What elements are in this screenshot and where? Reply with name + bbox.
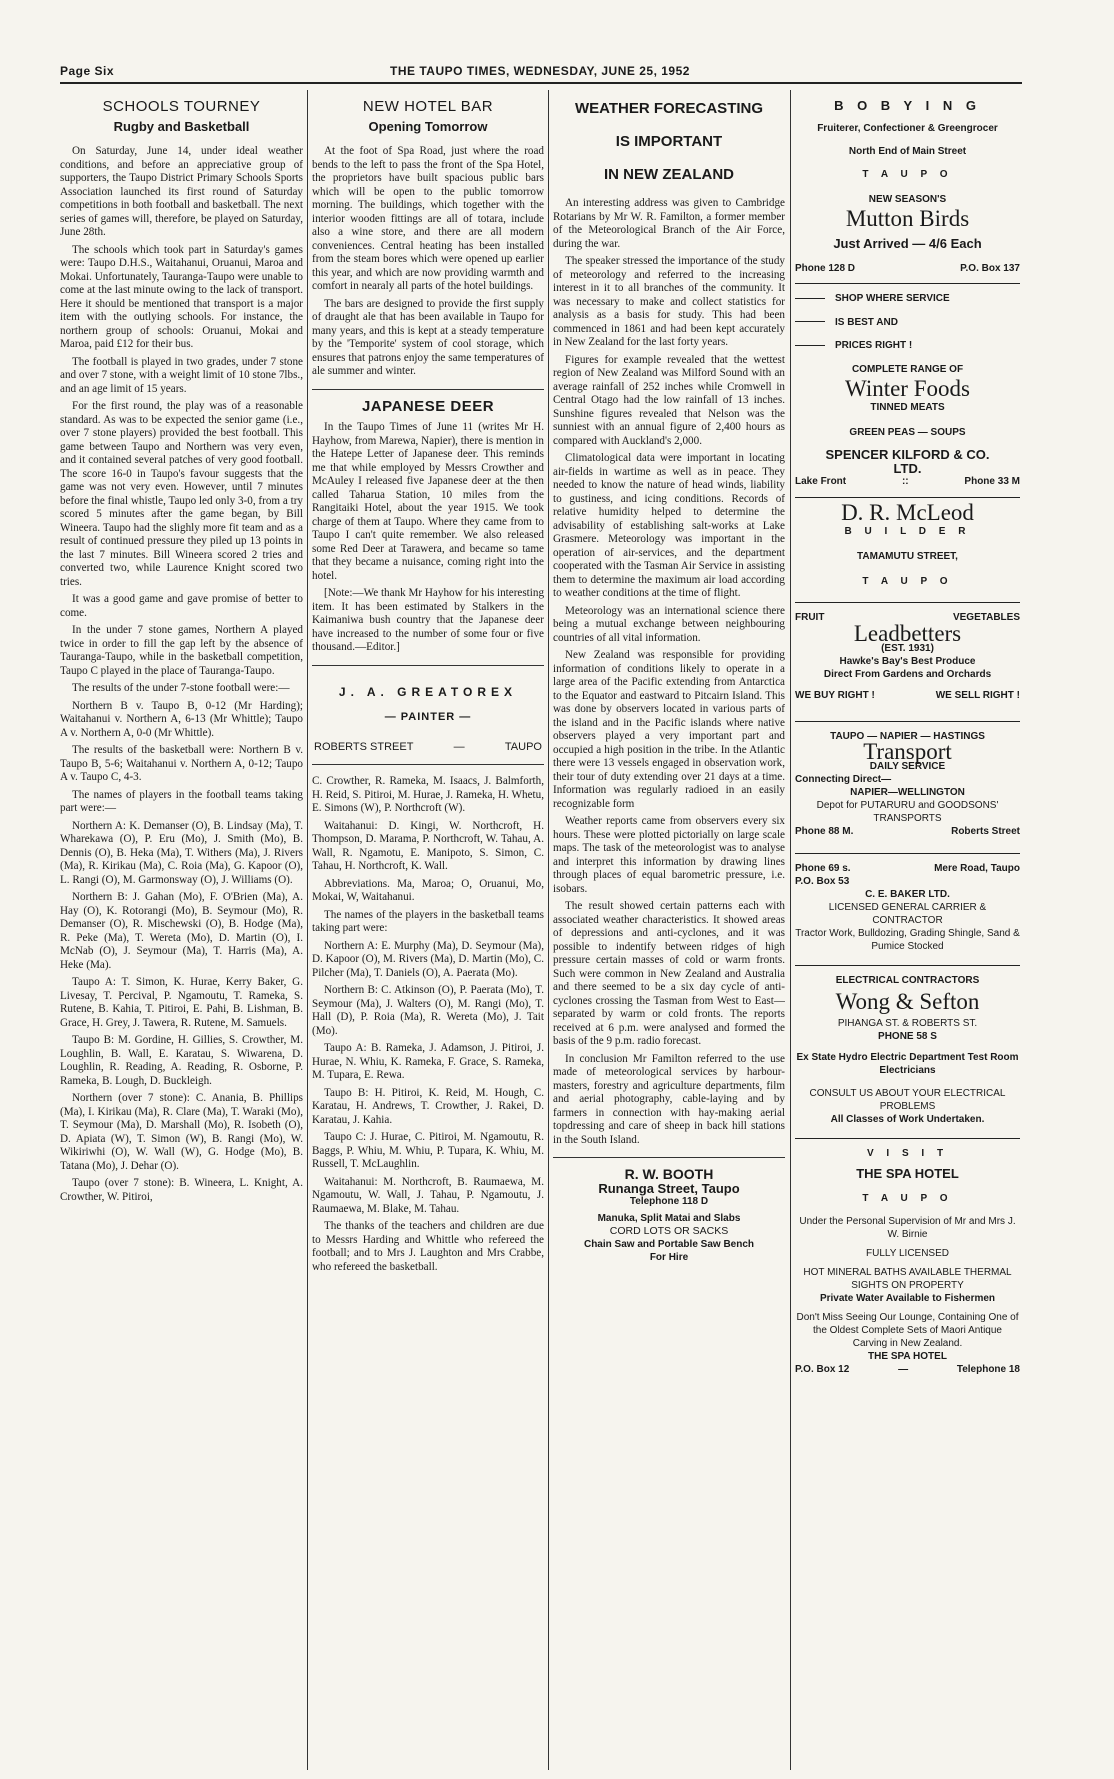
ad-line: IS BEST AND	[795, 316, 1020, 330]
headline	[553, 92, 785, 191]
subhead: Rugby and Basketball	[113, 118, 250, 134]
paragraph: Northern (over 7 stone): C. Anania, B. Phillips (Ma), I. Kirikau (Ma), R. Clare (Ma), T. Waraki (Mo), T. Seymour (Ma), D. Marshall (Mo), R. Isobeth (O), D. Apiata (W), T. Simon (W), B. Rangi (Mo), W. Wikiriwhi (O), W. Wall (W), G. Hodge (Mo), B. Tatana (Mo), J. Dehar (O).	[60, 1092, 303, 1172]
separator: —	[453, 740, 465, 753]
section-rule	[312, 389, 544, 390]
mcleod-ad	[795, 499, 1020, 604]
section-rule	[553, 1157, 785, 1158]
transport-ad	[795, 730, 1020, 854]
contact-row	[795, 262, 1020, 276]
paragraph: The bars are designed to provide the first supply of draught ale that has been available in Taupo for many years, and this is kept at a steady temperature by the 'Temporite' system of cool storage, which ensures that patrons enjoy the same temperatures of ale summer and winter.	[312, 297, 544, 377]
bob-ying-ad	[795, 98, 1020, 353]
ad-line: Under the Personal Supervision of Mr and Mrs J. W. Birnie	[799, 1215, 1016, 1240]
paragraph: The football is played in two grades, under 7 stone and over 7 stone, with a weight limit of 10 stone 7lbs., and an age limit of 15 years.	[60, 355, 303, 395]
ad-line: Don't Miss Seeing Our Lounge, Containing One of the Oldest Complete Sets of Maori Antique Carving in New Zealand.	[796, 1311, 1019, 1349]
advertiser-suffix: LTD.	[893, 461, 922, 476]
ad-line: WE SELL RIGHT !	[935, 690, 1020, 701]
paragraph: Taupo A: T. Simon, K. Hurae, Kerry Baker, G. Livesay, T. Percival, P. Ngamoutu, T. Rameka, S. Rutene, B. Kahia, T. Pitiroi, E. Pahi, B. Lishman, B. Grace, H. Grey, J. Tawera, R. Rutene, M. Samuels.	[60, 976, 303, 1029]
ad-rule	[795, 853, 1020, 854]
ad-rule	[795, 602, 1020, 603]
separator: ::	[901, 476, 909, 487]
ad-feature: Winter Foods	[845, 375, 970, 401]
ad-line: Depot for PUTARURU and GOODSONS' TRANSPORTS	[816, 800, 999, 824]
advertisements-column	[795, 92, 1020, 1772]
column-divider	[548, 90, 549, 1770]
ad-line: For Hire	[649, 1252, 689, 1263]
section-rule	[312, 665, 544, 666]
ad-line: (EST. 1931)	[881, 643, 934, 654]
column-divider	[790, 90, 791, 1770]
advertiser-name: THE SPA HOTEL	[868, 1350, 947, 1362]
contact-row	[795, 475, 1020, 489]
dash-rule	[795, 298, 825, 299]
separator: —	[898, 1363, 909, 1375]
paragraph: In the under 7 stone games, Northern A played twice in order to fill the gap left by the absence of Tauranga-Taupo, while in the basketball competition, Taupo C played in the place of Tauranga-Taupo.	[60, 624, 303, 677]
headline-line: IN NEW ZEALAND	[604, 166, 734, 183]
ad-line: Tractor Work, Bulldozing, Grading Shingle, Sand & Pumice Stocked	[795, 928, 1020, 952]
paragraph: Taupo (over 7 stone): B. Wineera, L. Knight, A. Crowther, W. Pitiroi,	[60, 1177, 303, 1203]
advertiser-name: SPENCER KILFORD & CO.	[825, 447, 990, 462]
ad-line: FRUIT	[795, 612, 825, 623]
phone: Phone 33 M	[964, 476, 1020, 487]
paragraph: New Zealand was responsible for providing information of conditions likely to operate in a large area of the Pacific extending from Antarctica to the Equator and eastward to Pitcairn Island. This was done by observers located in various parts of the island and in the Pacific islands where native observers played a very important part and occupied a high position in the tribe. In the Atlantic there were 13 vessels engaged in observation work, their tour of duty extending over 21 days at a time. Information was regularly radioed in an easily recognizable form	[553, 649, 785, 810]
po-box: P.O. Box 12	[795, 1363, 850, 1375]
paragraph: The names of players in the football teams taking part were:—	[60, 788, 303, 814]
ad-rule	[795, 497, 1020, 498]
advertiser-trade: — PAINTER —	[384, 711, 472, 723]
advertiser-name: Wong & Sefton	[835, 989, 980, 1014]
ad-line: WE BUY RIGHT !	[795, 690, 875, 701]
ad-line: Ex State Hydro Electric Department Test Room Electricians	[796, 1051, 1019, 1076]
paragraph: Northern B: J. Gahan (Mo), F. O'Brien (Ma), A. Hay (O), K. Rotorangi (Mo), B. Seymour (Mo), R. Demanser (O), R. Mischewski (O), B. Hodge (Ma), R. Peke (Ma), T. Wereta (Mo), D. Martin (O), I. McNab (O), J. Seymour (Ma), T. Harris (Ma), A. Heke (Ma).	[60, 891, 303, 971]
booth-ad	[553, 1168, 785, 1264]
masthead: THE TAUPO TIMES, WEDNESDAY, JUNE 25, 1952	[390, 64, 690, 78]
advertiser-trade: B U I L D E R	[844, 526, 971, 537]
dash-rule	[795, 345, 825, 346]
location: North End of Main Street	[848, 146, 967, 157]
ad-line: NAPIER—WELLINGTON	[850, 787, 965, 798]
paragraph: Northern B v. Taupo B, 0-12 (Mr Harding); Waitahanui v. Northern A, 6-13 (Mr Whittle); Taupo A v. Northern A, 0-0 (Mr Whittle).	[60, 699, 303, 739]
paragraph: In conclusion Mr Familton referred to the use made of meteorological services by harbour-masters, forestry and agriculture departments, film and aerial photography, cable-laying and by farmers in connection with hay-making aerial topdressing and care of sheep in back hill stations in the South Island.	[553, 1052, 785, 1146]
address: Mere Road, Taupo	[934, 862, 1020, 874]
paragraph: The result showed certain patterns each with associated weather characteristics. It showed areas of depressions and anti-cyclones, and it was possible to indentify between ridges of high pressure certain masses of cold or warm fronts. Such were common in New Zealand and Australia and there seemed to be a six day cycle of anti-cyclones crossing the Tasman from West to East—separated by warm or cold fronts. The reports received at 6 p.m. were analysed and formed the basis of the 9 p.m. radio forecast.	[553, 900, 785, 1047]
paragraph: For the first round, the play was of a reasonable standard. As was to be expected the senior game (i.e., over 7 stone players) provided the best football. This game between Taupo and Northern was very even, and it contained several patches of very good football. The score 16-0 in Taupo's favour suggests that the game was not very even. However, until 7 minutes before the final whistle, Taupo led only 3-0, from a try scored 5 minutes after the game began, by Bill Wineera. Taupo had the slighly more fit team and as a result of continued pressure they piled up 13 points in the last 7 minutes. Bill Wineera scored 2 tries and converted two, while Laurence Knight scored two tries.	[60, 400, 303, 588]
ad-line: Chain Saw and Portable Saw Bench	[583, 1239, 755, 1250]
paragraph: On Saturday, June 14, under ideal weather conditions, and before an appreciative group of supporters, the Taupo District Primary Schools Sports Association launched its first round of Saturday competitions in both football and basketball. The next series of games will, therefore, be played on Saturday, June 28th.	[60, 145, 303, 238]
paragraph: Climatological data were important in locating air-fields in wartime as well as in peace. They needed to know the nature of head winds, liability to gustiness, and icing conditions. Records of relative humidity helped to determine the advisability of establishing salt-works at Lake Grasmere. Meteorology was important in the operation of air-services, and the department cooperated with the Tasman Air Service in assisting them to determine the maximum air load according to weather conditions at the time of flight.	[553, 452, 785, 599]
street: ROBERTS STREET	[314, 740, 414, 753]
paragraph: Weather reports came from observers every six hours. These were plotted pictorially on large scale maps. The task of the meteorologist was to analyse and interpret this information by drawing lines through places of equal barometric pressure, i.e. isobars.	[553, 815, 785, 895]
section-rule	[312, 764, 544, 765]
ad-line: V I S I T	[866, 1147, 949, 1159]
ad-line: DAILY SERVICE	[869, 761, 946, 772]
paragraph: Taupo A: B. Rameka, J. Adamson, J. Pitiroi, J. Hurae, N. Whiu, K. Rameka, F. Grace, S. Rameka, M. Tupara, E. Rewa.	[312, 1042, 544, 1081]
advertiser-name: J. A. GREATOREX	[338, 684, 518, 699]
header-rule	[60, 82, 1022, 84]
headline-line: WEATHER FORECASTING	[574, 100, 764, 117]
paragraph: The results of the under 7-stone football were:—	[72, 682, 290, 694]
paragraph: At the foot of Spa Road, just where the road bends to the left to pass the front of the Spa Hotel, the proprietors have built spacious public bars which will be open to the public tomorrow morning. The buildings, which together with the interior wooden fittings are all of totara, include also a wine store, and there are all modern conveniences. Central heating has been installed from the steam bores which were opened up earlier this year, and which are now providing warmth and comfort in nearaly all parts of the hotel buildings.	[312, 145, 544, 292]
leadbetters-ad	[795, 611, 1020, 722]
town: T A U P O	[862, 169, 953, 180]
spencer-kilford-ad	[795, 363, 1020, 498]
ad-rule	[795, 283, 1020, 284]
paragraph: Waitahanui: D. Kingi, W. Northcroft, H. Thompson, D. Marama, P. Northcroft, W. Tahau, A. Wall, R. Ngamotu, E. Manipoto, S. Simon, C. Tahau, H. Northcroft, K. Wall.	[312, 819, 544, 872]
paragraph: The schools which took part in Saturday's games were: Taupo D.H.S., Waitahanui, Oruanui, Maroa and Mokai. Unfortunately, Tauranga-Taupo were unable to come at the last minute owing to the lack of transport. Here it should be mentioned that transport is a major item with the outlying schools. For instance, the northern group of schools: Oruanui, Mokai and Maroa, paid £12 for their bus.	[60, 243, 303, 350]
ad-line: VEGETABLES	[952, 612, 1020, 623]
paragraph: C. Crowther, R. Rameka, M. Isaacs, J. Balmforth, H. Reid, S. Pitiroi, M. Hurae, J. Rameka, H. Whetu, E. Simons (W), P. Northcroft (W).	[312, 775, 544, 814]
ad-rule	[795, 965, 1020, 966]
column-divider	[307, 90, 308, 1770]
ad-line: TAUPO — NAPIER — HASTINGS	[830, 730, 985, 742]
ad-line: Just Arrived — 4/6 Each	[833, 235, 982, 251]
paragraph: Meteorology was an international science there being a mutual exchange between neighbouring countries of all vital information.	[553, 604, 785, 644]
paragraph: Northern B: C. Atkinson (O), P. Paerata (Mo), T. Seymour (Ma), J. Walters (O), M. Rangi (Mo), T. Hall (D), P. Roia (Ma), R. Wereta (Mo), J. Tait (Mo).	[312, 984, 544, 1037]
schools-tourney-article	[60, 92, 303, 1772]
phone: Phone 88 M.	[795, 826, 854, 837]
ad-line: Private Water Available to Fishermen	[819, 1292, 996, 1304]
paragraph: An interesting address was given to Cambridge Rotarians by Mr W. R. Familton, a former member of the Meteorological Branch of the Air Force, during the war.	[553, 197, 785, 250]
advertiser-name: Leadbetters	[853, 620, 962, 646]
paragraph: Northern A: E. Murphy (Ma), D. Seymour (Ma), D. Kapoor (O), M. Rivers (Ma), D. Martin (Mo), C. Pilcher (Ma), T. Daniels (O), A. Paerata (Mo).	[312, 939, 544, 979]
advertiser-address	[312, 741, 544, 755]
headline-line: IS IMPORTANT	[615, 133, 723, 150]
ad-rule	[795, 1138, 1020, 1139]
po-box: P.O. Box 53	[795, 876, 850, 887]
ad-line: Connecting Direct—	[795, 774, 892, 785]
advertiser-phone: Telephone 118 D	[629, 1196, 709, 1207]
advertiser-name: C. E. BAKER LTD.	[865, 889, 950, 900]
paragraph: The speaker stressed the importance of the study of meteorology and referred to the increasing interest in it to all branches of the community. It was necessary to make and collect statistics for analysis as a basis for study. This had been commenced in 1861 and had been kept accurately in New Zealand for the last forty years.	[553, 255, 785, 348]
greatorex-ad	[312, 686, 544, 755]
phone: PHONE 58 S	[878, 1030, 937, 1042]
phone: Phone 128 D	[795, 262, 856, 274]
advertiser-name: THE SPA HOTEL	[856, 1165, 959, 1181]
headline: SCHOOLS TOURNEY	[102, 98, 261, 115]
paragraph: The results of the basketball were: Northern B v. Taupo B, 5-6; Waitahanui v. Northern A, 0-12; Taupo A v. Taupo C, 4-3.	[60, 744, 303, 783]
ad-feature: Mutton Birds	[845, 206, 970, 231]
ad-row	[795, 689, 1020, 703]
paragraph: Waitahanui: M. Northcroft, B. Raumaewa, M. Ngamoutu, W. Wall, J. Tahau, P. Ngamoutu, J. Raumaewa, M. Blake, M. Tahau.	[312, 1175, 544, 1215]
paragraph: Northern A: K. Demanser (O), B. Lindsay (Ma), T. Wharekawa (O), P. Eru (Mo), J. Smith (Mo), B. Dennis (O), B. Heka (Ma), T. Withers (Ma), J. Rivers (Ma), R. Kirikau (Ma), C. Roia (Ma), G. Kapoor (O), L. Rangi (O), M. Garmonsway (O), J. Williams (O).	[60, 819, 303, 886]
paragraph: Abbreviations. Ma, Maroa; O, Oruanui, Mo, Mokai, W, Waitahanui.	[312, 877, 544, 903]
subhead: Opening Tomorrow	[368, 118, 488, 134]
address: PIHANGA ST. & ROBERTS ST.	[837, 1017, 978, 1029]
paragraph: [Note:—We thank Mr Hayhow for his interesting item. It has been estimated by Stalkers in the Kaimaniwa bush country that the Japanese deer have increased to the number of some four or five thousand.—Editor.]	[312, 587, 544, 653]
advertiser-trade: Fruiterer, Confectioner & Greengrocer	[817, 123, 998, 134]
paragraph: Taupo C: J. Hurae, C. Pitiroi, M. Ngamoutu, R. Baggs, P. Whiu, M. Whiu, P. Tupara, K. Whiu, M. Russell, T. McLaughlin.	[312, 1131, 544, 1170]
dash-rule	[795, 321, 825, 322]
contact-row	[795, 1363, 1020, 1377]
advertiser-address: Runanga Street, Taupo	[598, 1180, 740, 1196]
address: Roberts Street	[951, 826, 1020, 837]
ad-line: All Classes of Work Undertaken.	[830, 1113, 985, 1125]
page-number: Page Six	[60, 64, 115, 78]
paragraph: The names of the players in the basketball teams taking part were:	[312, 908, 544, 934]
advertiser-name: D. R. McLeod	[841, 499, 974, 525]
page-header	[60, 62, 1020, 82]
location: Lake Front	[795, 476, 847, 487]
contact-row	[795, 862, 1020, 876]
ad-line: PRICES RIGHT !	[795, 339, 1020, 353]
paragraph: In the Taupo Times of June 11 (writes Mr H. Hayhow, from Marewa, Napier), there is mention in the Hatepe Letter of Japanese deer. This reminds me that while employed by Messrs Crowther and McAuley I released five Japanese deer at the then called Taharua Station, 10 miles from the Rangitaiki Hotel, about the year 1915. We took charge of them at Taupo. Where they came from to Taupo I can't quite remember. We also released some Red Deer at Tarawera, and became so tame that they became a nuisance, coming right into the hotel.	[312, 421, 544, 582]
ad-line: NEW SEASON'S	[868, 194, 947, 205]
paragraph: Taupo B: H. Pitiroi, K. Reid, M. Hough, C. Karatau, H. Andrews, T. Crowther, J. Rakei, D. Karatau, J. Kahia.	[312, 1086, 544, 1126]
phone: Phone 69 s.	[795, 862, 851, 874]
paragraph: The thanks of the teachers and children are due to Messrs Harding and Whittle who refereed the football; and to Mrs J. Laughton and Mrs Crabbe, who refereed the basketball.	[312, 1220, 544, 1273]
ad-line: TINNED MEATS	[870, 402, 945, 413]
weather-article	[553, 92, 785, 1772]
ad-line: COMPLETE RANGE OF	[851, 363, 964, 375]
spa-hotel-ad	[795, 1147, 1020, 1377]
advertiser-name: Transport	[863, 738, 952, 764]
ad-line: CORD LOTS OR SACKS	[609, 1225, 729, 1237]
ad-line: Direct From Gardens and Orchards	[823, 669, 992, 680]
town: T A U P O	[862, 576, 953, 587]
ad-line: Hawke's Bay's Best Produce	[839, 656, 976, 667]
town: T A U P O	[862, 1192, 953, 1204]
ad-line: FULLY LICENSED	[866, 1247, 949, 1259]
headline: NEW HOTEL BAR	[362, 98, 494, 115]
baker-ad	[795, 862, 1020, 967]
middle-column	[312, 92, 544, 1772]
advertiser-trade: ELECTRICAL CONTRACTORS	[835, 975, 980, 986]
advertiser-name: B O B Y I N G	[834, 98, 981, 113]
address: TAMAMUTU STREET,	[857, 551, 958, 562]
headline: JAPANESE DEER	[361, 397, 495, 415]
ad-line: HOT MINERAL BATHS AVAILABLE THERMAL SIGHTS ON PROPERTY	[803, 1266, 1012, 1291]
paragraph: Figures for example revealed that the wettest region of New Zealand was Milford Sound with an average rainfall of 252 inches while Cromwell in Central Otago had the low rainfall of 13 inches. Sunshine figures revealed that Nelson was the sunniest with an annual figure of 2,400 hours as compared with Auckland's 2,000.	[553, 353, 785, 447]
ad-line: GREEN PEAS — SOUPS	[849, 427, 966, 438]
ad-line: LICENSED GENERAL CARRIER & CONTRACTOR	[828, 902, 987, 926]
advertiser-name: R. W. BOOTH	[624, 1166, 714, 1182]
ad-rule	[795, 721, 1020, 722]
town: TAUPO	[504, 740, 542, 753]
paragraph: Taupo B: M. Gordine, H. Gillies, S. Crowther, M. Loughlin, B. Wall, E. Karatau, S. Wiwarena, D. Loughlin, R. Reading, A. Reading, R. Osborne, P. Rameka, B. Lough, D. Buckleigh.	[60, 1034, 303, 1087]
paragraph: It was a good game and gave promise of better to come.	[60, 593, 303, 619]
ad-line: SHOP WHERE SERVICE	[795, 292, 1020, 306]
phone: Telephone 18	[956, 1363, 1020, 1375]
ad-line: Manuka, Split Matai and Slabs	[597, 1213, 741, 1224]
wong-sefton-ad	[795, 974, 1020, 1139]
ad-line: CONSULT US ABOUT YOUR ELECTRICAL PROBLEMS	[809, 1087, 1006, 1112]
po-box: P.O. Box 137	[960, 262, 1020, 274]
contact-row	[795, 825, 1020, 839]
